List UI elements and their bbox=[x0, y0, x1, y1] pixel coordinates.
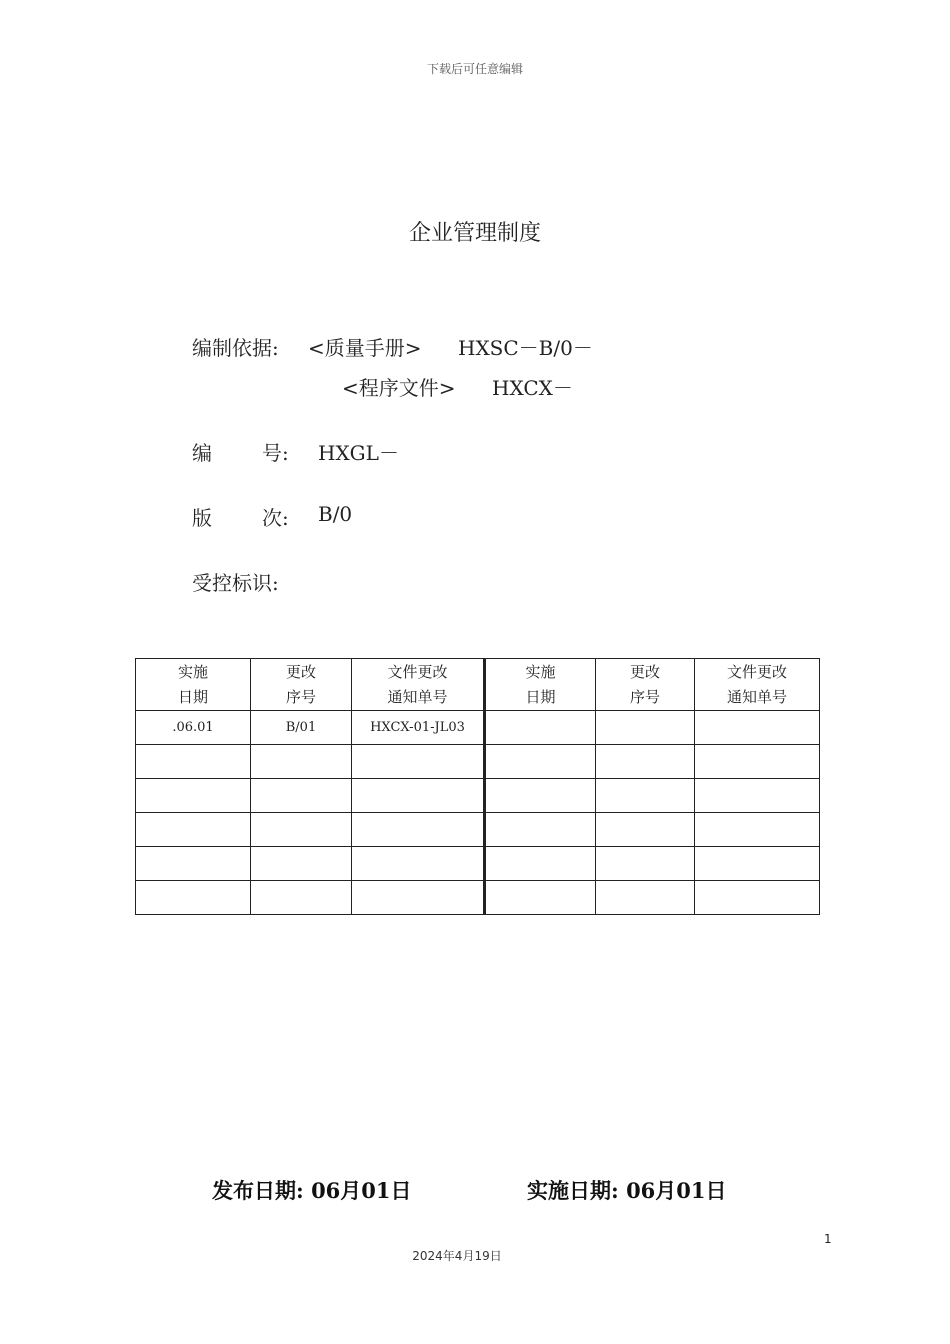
header-cell: 文件更改 通知单号 bbox=[352, 659, 485, 711]
table-cell bbox=[485, 745, 596, 779]
table-cell bbox=[352, 745, 485, 779]
table-cell bbox=[251, 779, 352, 813]
table-cell bbox=[485, 847, 596, 881]
table-cell bbox=[352, 779, 485, 813]
table-cell bbox=[695, 881, 820, 915]
table-cell bbox=[136, 847, 251, 881]
table-cell bbox=[596, 779, 695, 813]
table-row bbox=[136, 745, 820, 779]
version-value: B/0 bbox=[318, 502, 353, 526]
table-cell bbox=[695, 711, 820, 745]
table-cell bbox=[136, 881, 251, 915]
table-row bbox=[136, 711, 820, 745]
table-cell bbox=[251, 847, 352, 881]
table-cell bbox=[596, 745, 695, 779]
table-cell bbox=[136, 745, 251, 779]
table-row bbox=[136, 813, 820, 847]
version-label-part1: 版 bbox=[192, 506, 212, 530]
table-row bbox=[136, 847, 820, 881]
control-mark-label: 受控标识: bbox=[192, 571, 279, 595]
effective-date: 实施日期: 06月01日 bbox=[527, 1178, 727, 1203]
number-label-part2: 号: bbox=[262, 441, 289, 465]
number-label-part1: 编 bbox=[192, 441, 212, 465]
table-cell bbox=[695, 779, 820, 813]
table-cell bbox=[695, 847, 820, 881]
basis-procedure-file: <程序文件> bbox=[342, 376, 456, 400]
table-cell bbox=[352, 881, 485, 915]
header-cell: 实施 日期 bbox=[485, 659, 596, 711]
page-number: 1 bbox=[824, 1232, 832, 1246]
header-cell: 实施 日期 bbox=[136, 659, 251, 711]
header-cell: 文件更改 通知单号 bbox=[695, 659, 820, 711]
table-cell bbox=[596, 813, 695, 847]
footer-date: 2024年4月19日 bbox=[412, 1249, 502, 1263]
table-cell bbox=[485, 881, 596, 915]
revision-table bbox=[135, 658, 820, 915]
table-cell bbox=[485, 813, 596, 847]
table-cell bbox=[136, 813, 251, 847]
table-cell bbox=[695, 813, 820, 847]
table-cell bbox=[352, 847, 485, 881]
table-cell bbox=[251, 745, 352, 779]
table-cell bbox=[251, 813, 352, 847]
table-cell: HXCX-01-JL03 bbox=[352, 711, 485, 745]
table-cell bbox=[596, 847, 695, 881]
table-row bbox=[136, 779, 820, 813]
table-row bbox=[136, 881, 820, 915]
number-value: HXGL－ bbox=[318, 441, 399, 465]
document-title: 企业管理制度 bbox=[408, 221, 541, 246]
table-cell: .06.01 bbox=[136, 711, 251, 745]
header-cell: 更改 序号 bbox=[251, 659, 352, 711]
basis-quality-manual: <质量手册> bbox=[308, 336, 422, 360]
table-cell bbox=[485, 779, 596, 813]
release-date: 发布日期: 06月01日 bbox=[212, 1178, 412, 1203]
version-label-part2: 次: bbox=[262, 506, 289, 530]
basis-procedure-file-code: HXCX－ bbox=[492, 376, 573, 400]
table-cell bbox=[352, 813, 485, 847]
table-cell: B/01 bbox=[251, 711, 352, 745]
table-cell bbox=[485, 711, 596, 745]
header-note: 下载后可任意编辑 bbox=[426, 62, 523, 76]
revision-table-header-row bbox=[136, 659, 820, 711]
table-cell bbox=[596, 881, 695, 915]
table-cell bbox=[695, 745, 820, 779]
table-cell bbox=[136, 779, 251, 813]
basis-quality-manual-code: HXSC－B/0－ bbox=[458, 336, 593, 360]
basis-label: 编制依据: bbox=[192, 336, 279, 360]
header-cell: 更改 序号 bbox=[596, 659, 695, 711]
table-cell bbox=[251, 881, 352, 915]
table-cell bbox=[596, 711, 695, 745]
